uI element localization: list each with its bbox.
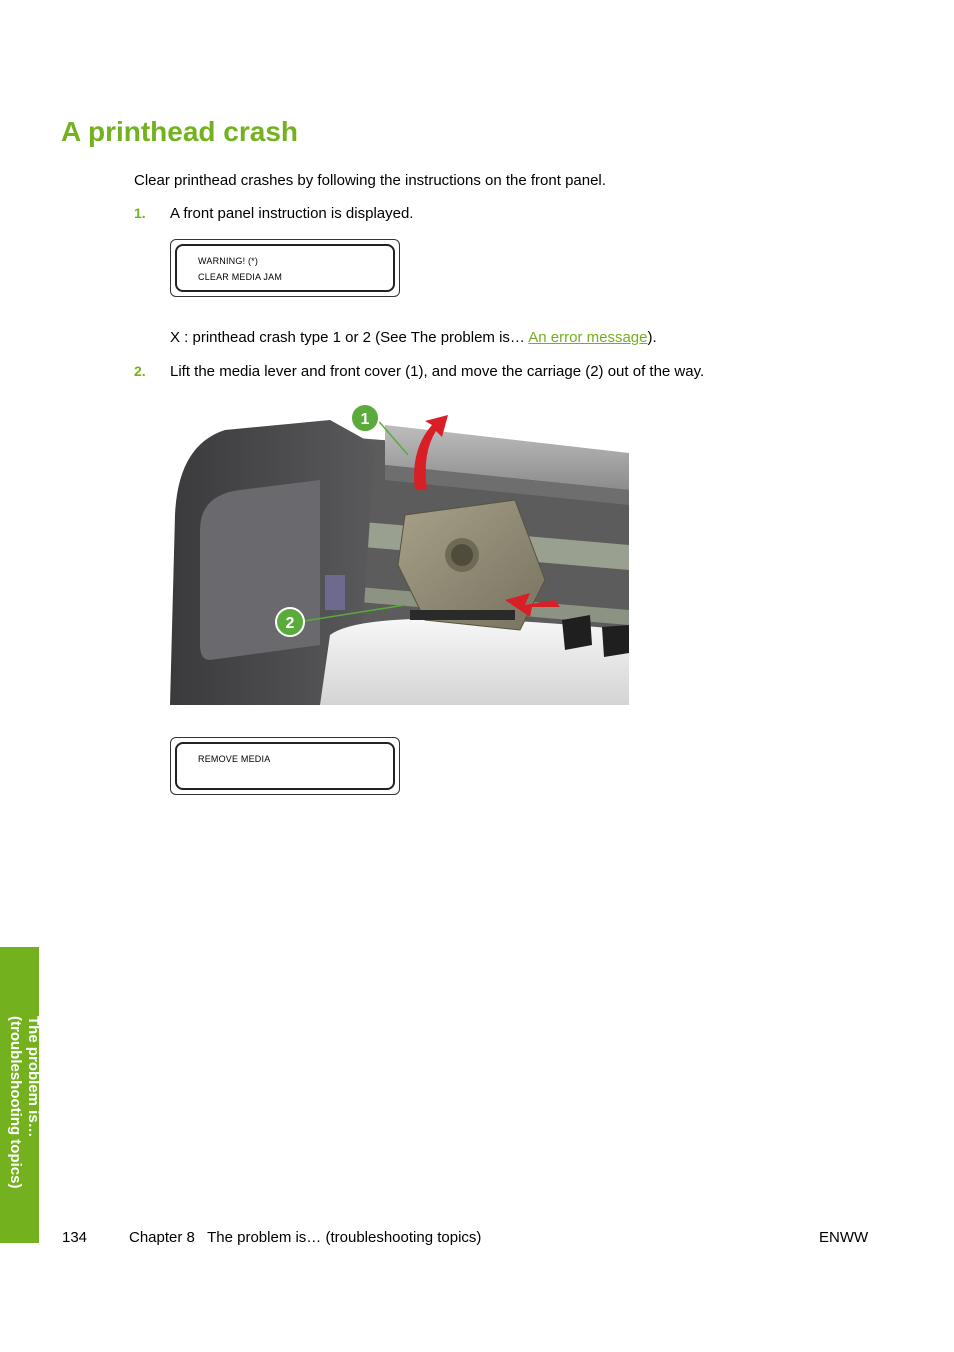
note-suffix: ). <box>647 329 657 346</box>
step-1-text: A front panel instruction is displayed. <box>170 205 414 222</box>
front-panel-screen <box>175 742 395 790</box>
side-label <box>325 575 345 610</box>
chapter-side-tab-label <box>2 1016 42 1188</box>
panel-line-2: CLEAR MEDIA JAM <box>198 272 283 282</box>
front-panel-display-warning <box>170 239 400 297</box>
step-1-number: 1. <box>134 205 146 221</box>
callout-1-label: 1 <box>360 411 370 428</box>
footer-code: ENWW <box>819 1229 869 1246</box>
step-2-text: Lift the media lever and front cover (1), and move the carriage (2) out of the way. <box>170 363 705 380</box>
step-1-note <box>170 329 657 347</box>
printer-carriage-photo <box>170 395 629 705</box>
front-panel-display-remove-media <box>170 737 400 795</box>
error-message-link[interactable]: An error message <box>528 329 648 346</box>
intro-paragraph: Clear printhead crashes by following the instructions on the front panel. <box>134 172 606 189</box>
page-title: A printhead crash <box>61 116 299 147</box>
side-tab-line-2: (troubleshooting topics) <box>7 1016 24 1189</box>
note-prefix: X : printhead crash type 1 or 2 (See The problem is… <box>170 329 529 346</box>
footer-chapter: Chapter 8 The problem is… (troubleshooting topics) <box>129 1229 482 1246</box>
front-panel-screen <box>175 244 395 292</box>
panel-line-1: REMOVE MEDIA <box>198 754 271 764</box>
footer-page-number: 134 <box>62 1229 88 1246</box>
panel-line-1: WARNING! (*) <box>198 256 259 266</box>
step-2-number: 2. <box>134 363 146 379</box>
side-tab-line-1: The problem is… <box>25 1016 42 1138</box>
callout-2-label: 2 <box>285 615 295 632</box>
